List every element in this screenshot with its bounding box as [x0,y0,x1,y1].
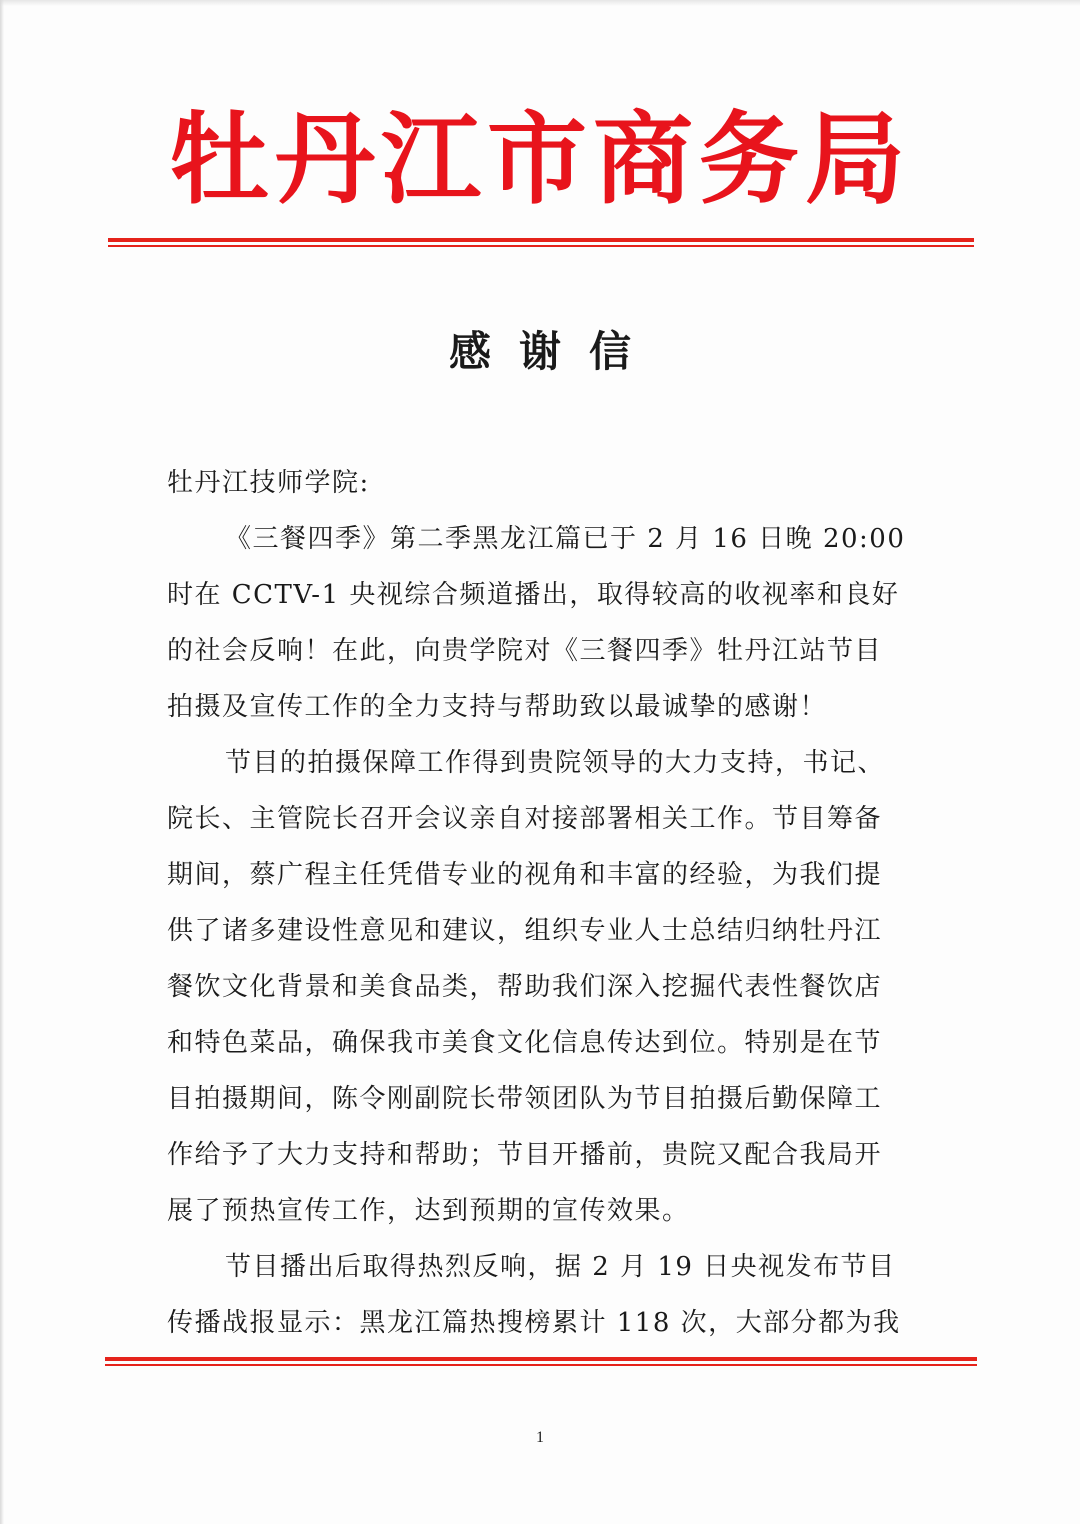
paragraph-line: 目拍摄期间，陈令刚副院长带领团队为节目拍摄后勤保障工 [167,1084,883,1114]
paragraph-line: 传播战报显示：黑龙江篇热搜榜累计 118 次，大部分都为我 [167,1308,901,1338]
paragraph-line: 和特色菜品，确保我市美食文化信息传达到位。特别是在节 [167,1028,883,1058]
scan-edge-shadow-top [0,0,1080,6]
rule-thick-line [105,1357,977,1361]
paragraph-line: 节目播出后取得热烈反响，据 2 月 19 日央视发布节目 [225,1252,896,1282]
page-number: 1 [536,1429,544,1446]
rule-thin-line [105,1364,977,1366]
salutation: 牡丹江技师学院: [167,468,370,498]
paragraph-line: 餐饮文化背景和美食品类，帮助我们深入挖掘代表性餐饮店 [167,972,883,1002]
paragraph-line: 作给予了大力支持和帮助；节目开播前，贵院又配合我局开 [167,1140,883,1170]
scan-edge-shadow-left [0,0,4,1524]
paragraph-line: 时在 CCTV-1 央视综合频道播出，取得较高的收视率和良好 [167,580,900,610]
paragraph-line: 拍摄及宣传工作的全力支持与帮助致以最诚挚的感谢！ [167,692,828,722]
paragraph-line: 展了预热宣传工作，达到预期的宣传效果。 [167,1196,690,1226]
rule-thick-line [108,238,974,242]
letter-title: 感谢信 [448,327,659,376]
letterhead-title: 牡丹江市商务局 [169,101,911,218]
rule-thin-line [108,245,974,247]
letter-body [167,455,917,1351]
paragraph-line: 节目的拍摄保障工作得到贵院领导的大力支持，书记、 [225,748,886,778]
paragraph-line: 供了诸多建设性意见和建议，组织专业人士总结归纳牡丹江 [167,916,883,946]
paragraph-line: 的社会反响！在此，向贵学院对《三餐四季》牡丹江站节目 [167,636,883,666]
paragraph-line: 《三餐四季》第二季黑龙江篇已于 2 月 16 日晚 20:00 [225,524,906,554]
paragraph-line: 院长、主管院长召开会议亲自对接部署相关工作。节目筹备 [167,804,883,834]
paragraph-line: 期间，蔡广程主任凭借专业的视角和丰富的经验，为我们提 [167,860,883,890]
